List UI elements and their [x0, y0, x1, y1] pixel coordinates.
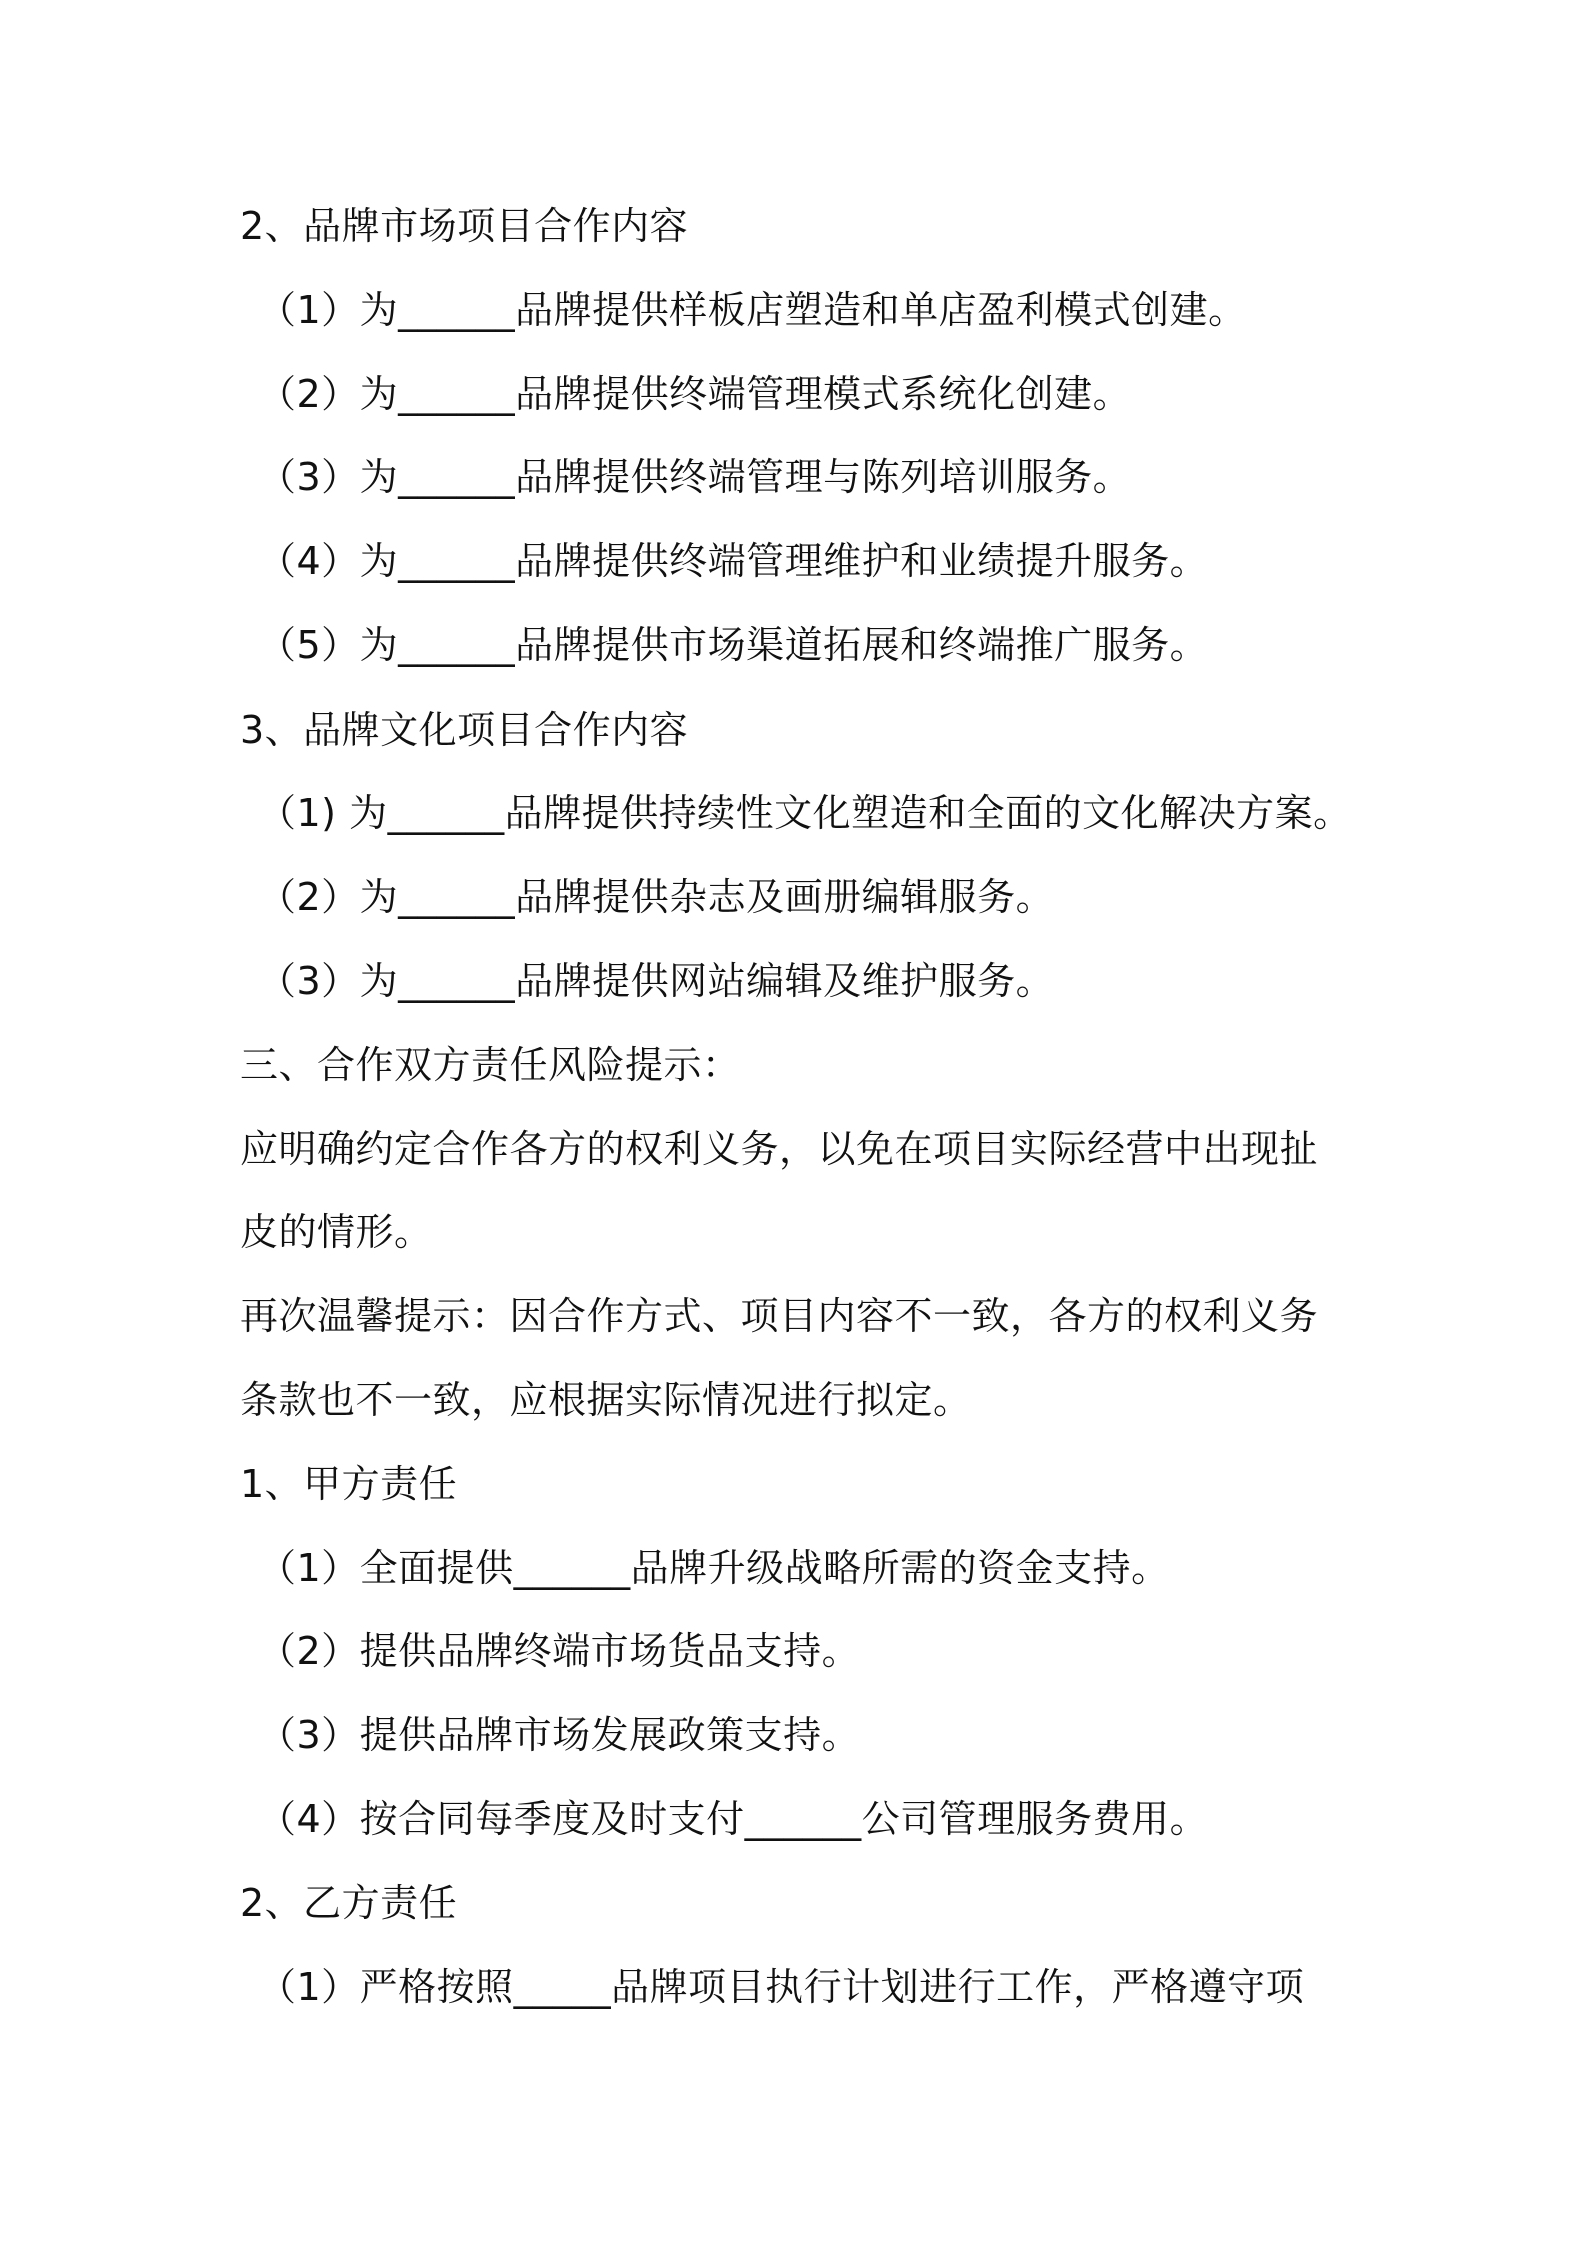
list-item: （5）为______品牌提供市场渠道拓展和终端推广服务。: [258, 623, 1209, 667]
list-item: （4）按合同每季度及时支付______公司管理服务费用。: [258, 1797, 1209, 1841]
list-item: （1）为______品牌提供样板店塑造和单店盈利模式创建。: [258, 288, 1247, 332]
section-heading-risk-notice: 三、合作双方责任风险提示：: [240, 1043, 741, 1087]
list-item: （2）为______品牌提供终端管理模式系统化创建。: [258, 372, 1132, 416]
list-item: （1）严格按照_____品牌项目执行计划进行工作，严格遵守项: [258, 1965, 1305, 2009]
list-item: （3）提供品牌市场发展政策支持。: [258, 1713, 861, 1757]
list-item: （3）为______品牌提供终端管理与陈列培训服务。: [258, 455, 1132, 499]
paragraph-line: 应明确约定合作各方的权利义务，以免在项目实际经营中出现扯: [240, 1127, 1319, 1171]
list-item: （4）为______品牌提供终端管理维护和业绩提升服务。: [258, 539, 1209, 583]
list-item: （2）提供品牌终端市场货品支持。: [258, 1629, 861, 1673]
list-item: （1）全面提供______品牌升级战略所需的资金支持。: [258, 1546, 1170, 1590]
paragraph-line: 条款也不一致，应根据实际情况进行拟定。: [240, 1378, 972, 1422]
list-item: （3）为______品牌提供网站编辑及维护服务。: [258, 959, 1055, 1003]
list-item: （1) 为______品牌提供持续性文化塑造和全面的文化解决方案。: [258, 791, 1352, 835]
paragraph-line: 再次温馨提示：因合作方式、项目内容不一致，各方的权利义务: [240, 1294, 1319, 1338]
section-heading-brand-market: 2、品牌市场项目合作内容: [240, 204, 689, 248]
paragraph-line: 皮的情形。: [240, 1210, 433, 1254]
list-item: （2）为______品牌提供杂志及画册编辑服务。: [258, 875, 1055, 919]
section-heading-party-b: 2、乙方责任: [240, 1881, 458, 1925]
section-heading-party-a: 1、甲方责任: [240, 1462, 458, 1506]
section-heading-brand-culture: 3、品牌文化项目合作内容: [240, 708, 689, 752]
